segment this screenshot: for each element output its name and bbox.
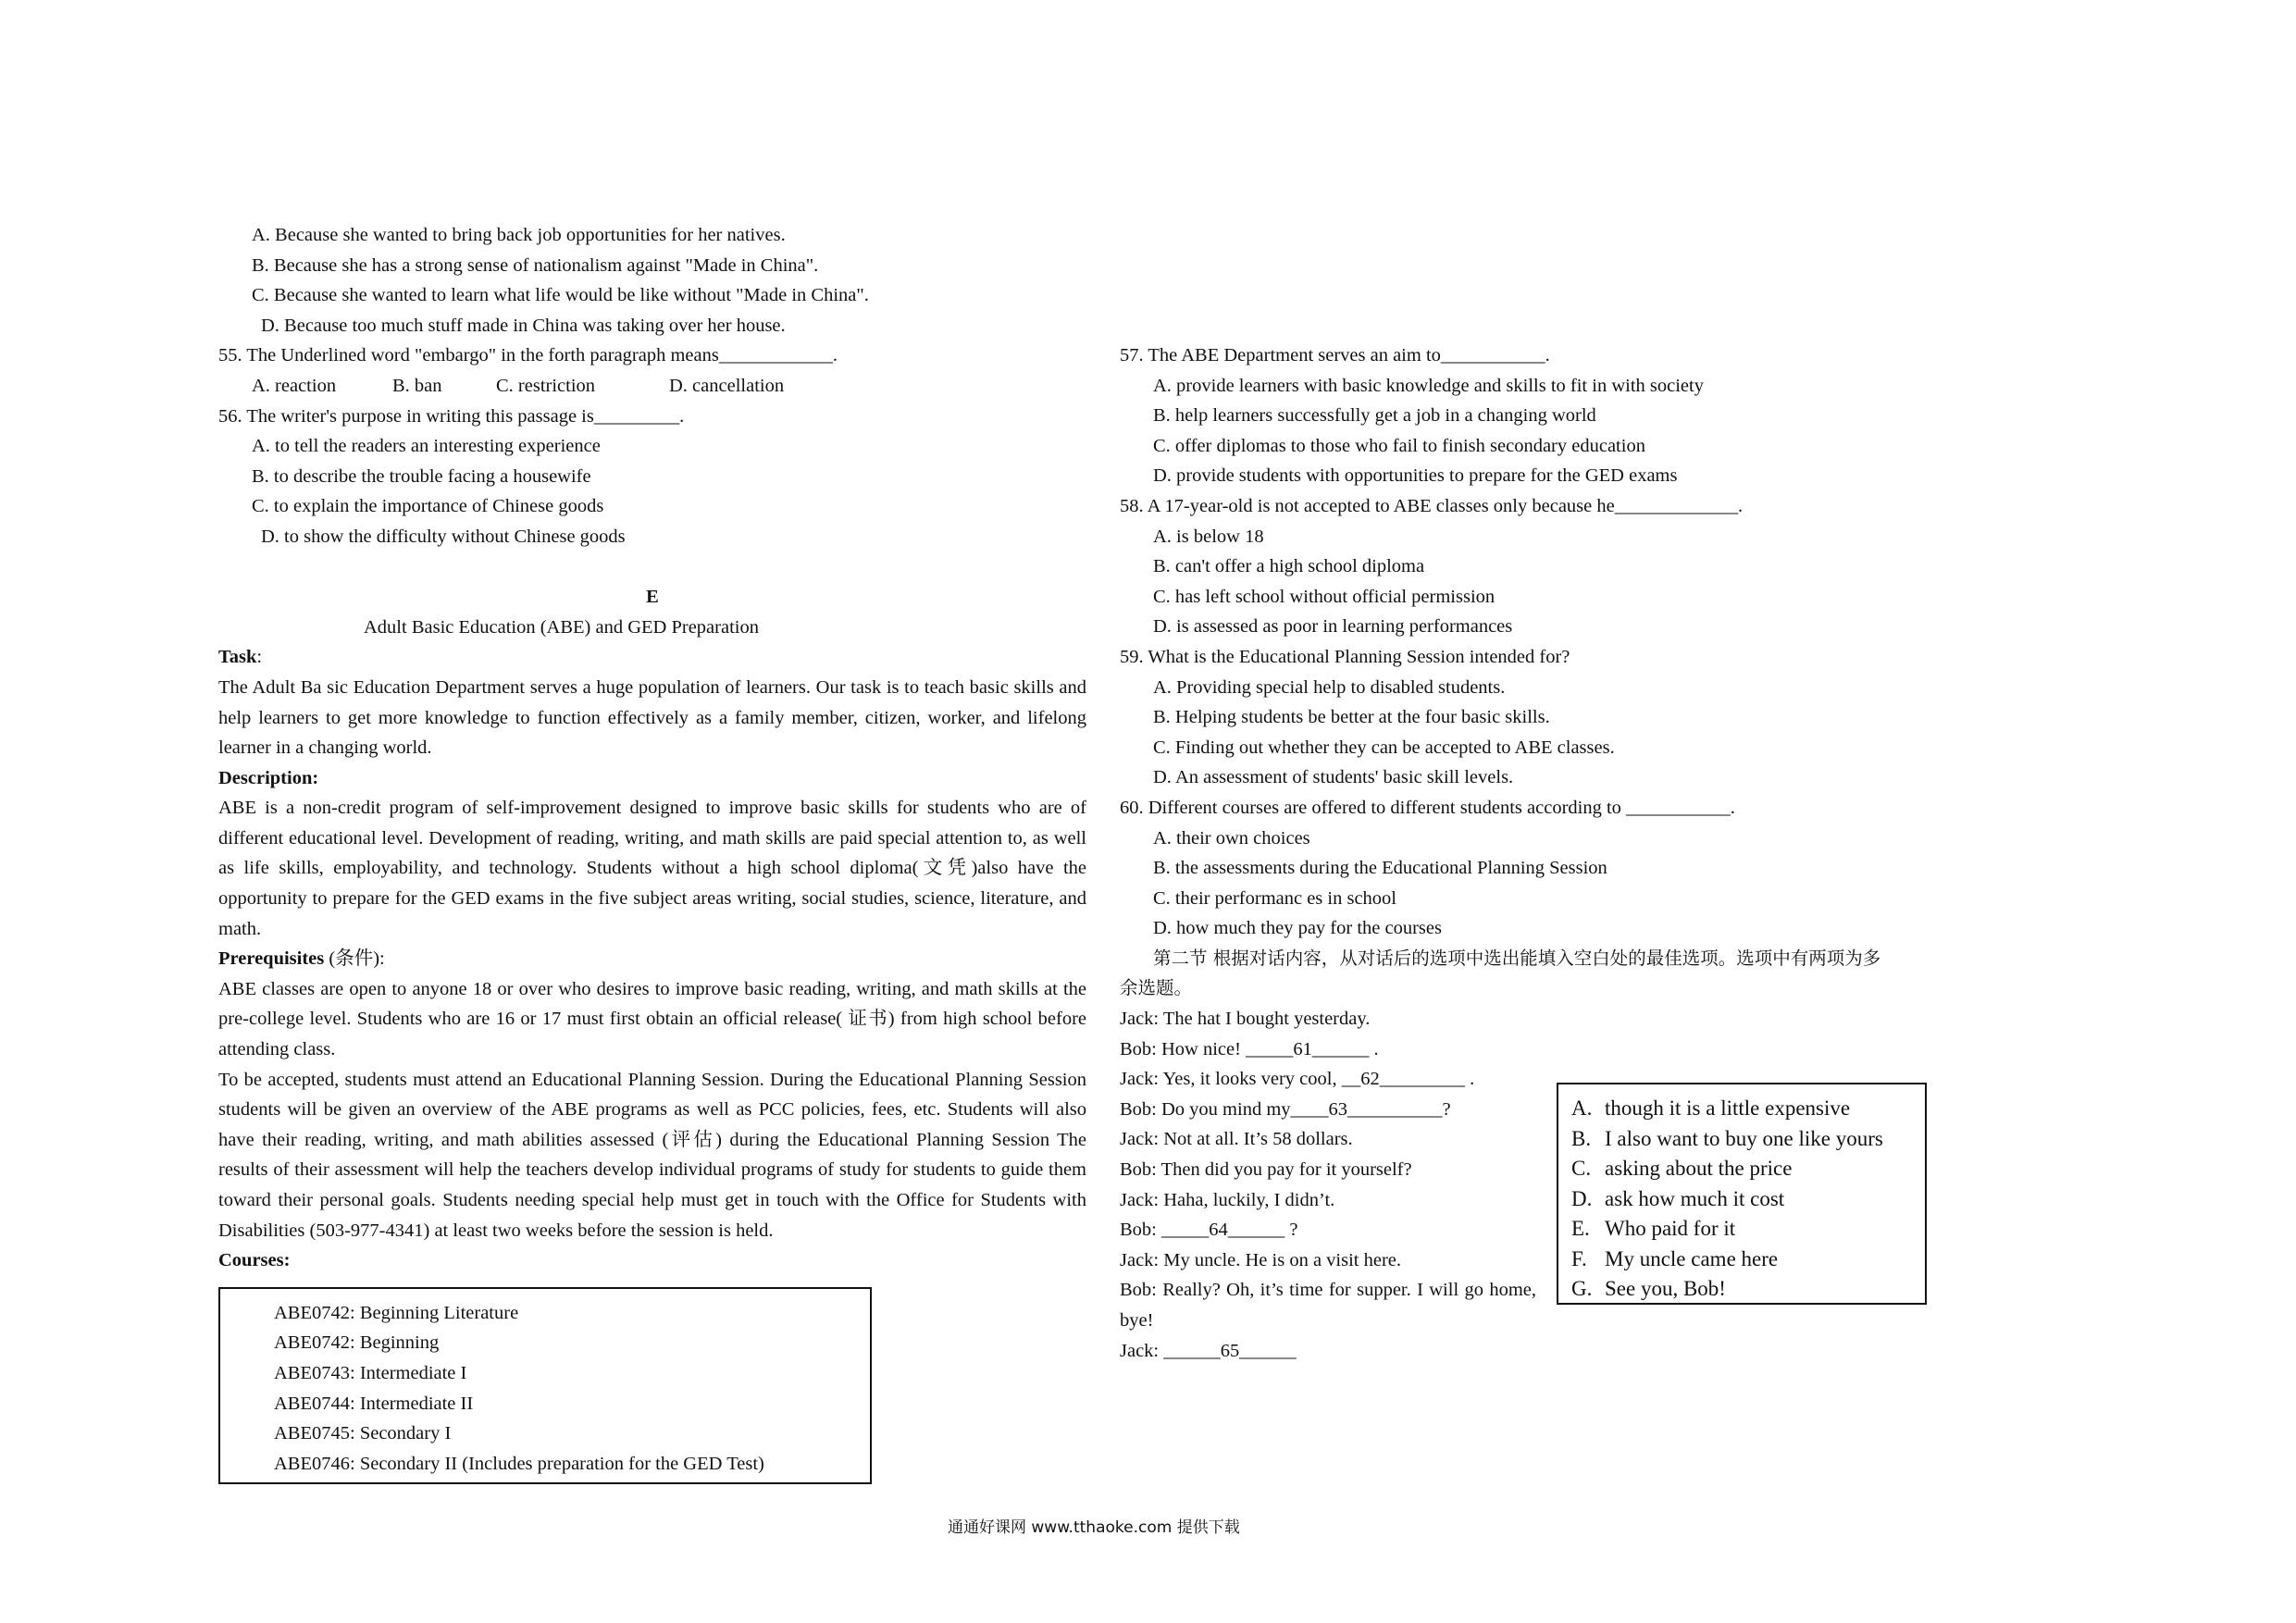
q54-option-c: C. Because she wanted to learn what life would be like without "Made in China". [252,285,869,306]
choice-letter: D. [1571,1186,1593,1210]
prerequisites-note: (条件): [324,948,385,970]
section-title: Adult Basic Education (ABE) and GED Preparation [364,616,759,638]
q57-option-b: B. help learners successfully get a job in a changing world [1153,405,1596,427]
course-item: ABE0744: Intermediate II [274,1393,474,1414]
choice-g [1571,1274,1925,1305]
courses-box [218,1287,872,1485]
q58-option-d: D. is assessed as poor in learning performances [1153,616,1513,638]
section2-instructions: 第二节 根据对话内容，从对话后的选项中选出能填入空白处的最佳选项。选项中有两项为多 [1153,947,1881,969]
dialog-line: Jack: Not at all. It’s 58 dollars. [1120,1129,1353,1150]
prerequisites-paragraph: ABE classes are open to anyone 18 or over who desires to improve basic reading, writing, and math skills at the pre-college level. Students who are 16 or 17 must first obtain an official release( 证书) from high school before attending class. [218,978,1086,1060]
q58-option-c: C. has left school without official permission [1153,586,1496,607]
q57-option-d: D. provide students with opportunities to prepare for the GED exams [1153,465,1678,487]
footer-credit: 通通好课网 www.tthaoke.com 提供下载 [948,1518,1240,1537]
dialog-line: Jack: ______65______ [1120,1340,1297,1361]
choice-e [1571,1214,1925,1245]
courses-heading: Courses: [218,1250,291,1271]
q58-question: 58. A 17-year-old is not accepted to ABE classes only because he_____________. [1120,495,1744,516]
q56-option-a: A. to tell the readers an interesting experience [252,436,601,457]
q60-option-b: B. the assessments during the Educational Planning Session [1153,858,1607,879]
q60-option-c: C. their performanc es in school [1153,887,1397,909]
dialog-line: Bob: _____64______ ? [1120,1220,1298,1241]
q57-option-a: A. provide learners with basic knowledge and skills to fit in with society [1153,375,1704,396]
choice-letter: C. [1571,1157,1592,1180]
description-heading: Description: [218,767,319,788]
choice-text: ask how much it cost [1605,1186,1785,1210]
q58-option-a: A. is below 18 [1153,526,1264,547]
choice-letter: E. [1571,1217,1590,1240]
dialog-line: Bob: How nice! _____61______ . [1120,1038,1379,1059]
choice-text: though it is a little expensive [1605,1096,1851,1120]
choice-text: My uncle came here [1605,1246,1779,1270]
q60-option-d: D. how much they pay for the courses [1153,918,1442,939]
q55-option-a: A. reaction [252,375,337,396]
q60-question: 60. Different courses are offered to different students according to ___________. [1120,797,1735,818]
q54-option-d: D. Because too much stuff made in China was taking over her house. [261,315,786,336]
q56-option-c: C. to explain the importance of Chinese goods [252,496,604,517]
q55-options [218,371,1086,402]
left-column [218,220,1086,1484]
q58-option-b: B. can't offer a high school diploma [1153,556,1425,577]
choice-a [1571,1094,1925,1124]
task-heading [218,642,1086,673]
dialog-line: Jack: Yes, it looks very cool, __62_________ . [1120,1069,1475,1090]
course-item: ABE0746: Secondary II (Includes preparation for the GED Test) [274,1453,764,1474]
answer-choices-box [1557,1083,1927,1305]
choice-text: I also want to buy one like yours [1605,1126,1883,1150]
q56-option-b: B. to describe the trouble facing a housewife [252,465,591,487]
q54-option-a: A. Because she wanted to bring back job opportunities for her natives. [252,225,786,245]
dialog-line: Jack: Haha, luckily, I didn’t. [1120,1189,1335,1210]
course-item: ABE0745: Secondary I [274,1423,452,1444]
q56-question: 56. The writer's purpose in writing this passage is_________. [218,405,685,427]
task-paragraph: The Adult Ba sic Education Department serves a huge population of learners. Our task is to teach basic skills and help learners to get more knowledge to function effectively as a family member, citizen, worker, and lifelong learner in a changing world. [218,676,1086,759]
choice-letter: F. [1571,1246,1587,1270]
dialog-line: Bob: Really? Oh, it’s time for supper. I will go home, bye! [1120,1280,1536,1331]
prerequisites-label: Prerequisites [218,948,325,970]
section2-instructions-cont: 余选题。 [1120,977,1193,999]
spacer [218,552,1086,583]
task-label: Task [218,647,257,668]
q55-option-d: D. cancellation [669,375,785,396]
description-paragraph: ABE is a non-credit program of self-improvement designed to improve basic skills for students who are of different educational level. Development of reading, writing, and math skills are paid special attention to, as well as life skills, employability, and technology. Students without a high school diploma(文凭)also have the opportunity to prepare for the GED exams in the five subject areas writing, social studies, science, literature, and math. [218,798,1086,939]
q57-question: 57. The ABE Department serves an aim to___________. [1120,345,1550,365]
q59-option-d: D. An assessment of students' basic skill levels. [1153,767,1514,788]
dialog-line: Jack: The hat I bought yesterday. [1120,1009,1371,1030]
choice-letter: A. [1571,1096,1593,1120]
dialog-line: Bob: Do you mind my____63__________? [1120,1098,1451,1120]
choice-text: Who paid for it [1605,1217,1736,1240]
course-item: ABE0743: Intermediate I [274,1362,467,1383]
choice-d [1571,1184,1925,1215]
q57-option-c: C. offer diplomas to those who fail to finish secondary education [1153,435,1645,456]
choice-text: See you, Bob! [1605,1277,1726,1300]
q60-option-a: A. their own choices [1153,827,1310,849]
section-letter: E [646,587,659,608]
q59-option-c: C. Finding out whether they can be accepted to ABE classes. [1153,737,1615,758]
dialog-line: Bob: Then did you pay for it yourself? [1120,1159,1412,1181]
choice-b [1571,1124,1925,1155]
task-colon: : [256,647,263,668]
q59-option-b: B. Helping students be better at the four basic skills. [1153,707,1550,728]
choice-letter: B. [1571,1126,1592,1150]
q55-question: 55. The Underlined word "embargo" in the forth paragraph means____________. [218,345,838,366]
prerequisites-heading [218,944,1086,974]
q59-question: 59. What is the Educational Planning Session intended for? [1120,646,1570,667]
choice-letter: G. [1571,1277,1593,1300]
course-item: ABE0742: Beginning Literature [274,1302,519,1323]
q56-option-d: D. to show the difficulty without Chinese goods [261,526,626,547]
choice-text: asking about the price [1605,1157,1793,1180]
choice-c [1571,1154,1925,1184]
choice-f [1571,1245,1925,1275]
q55-option-b: B. ban [392,375,442,396]
q55-option-c: C. restriction [496,375,596,396]
course-item: ABE0742: Beginning [274,1332,440,1354]
dialog-line: Jack: My uncle. He is on a visit here. [1120,1249,1402,1270]
acceptance-paragraph: To be accepted, students must attend an Educational Planning Session. During the Educational Planning Session students will be given an overview of the ABE programs as well as PCC policies, fees, etc. Students will also have their reading, writing, and math abilities assessed (评估) during the Educational Planning Session The results of their assessment will help the teachers develop individual programs of study for students to guide them toward their personal goals. Students needing special help must get in touch with the Office for Students with Disabilities (503-977-4341) at least two weeks before the session is held. [218,1069,1086,1241]
q59-option-a: A. Providing special help to disabled students. [1153,676,1506,698]
q54-option-b: B. Because she has a strong sense of nationalism against "Made in China". [252,254,819,276]
